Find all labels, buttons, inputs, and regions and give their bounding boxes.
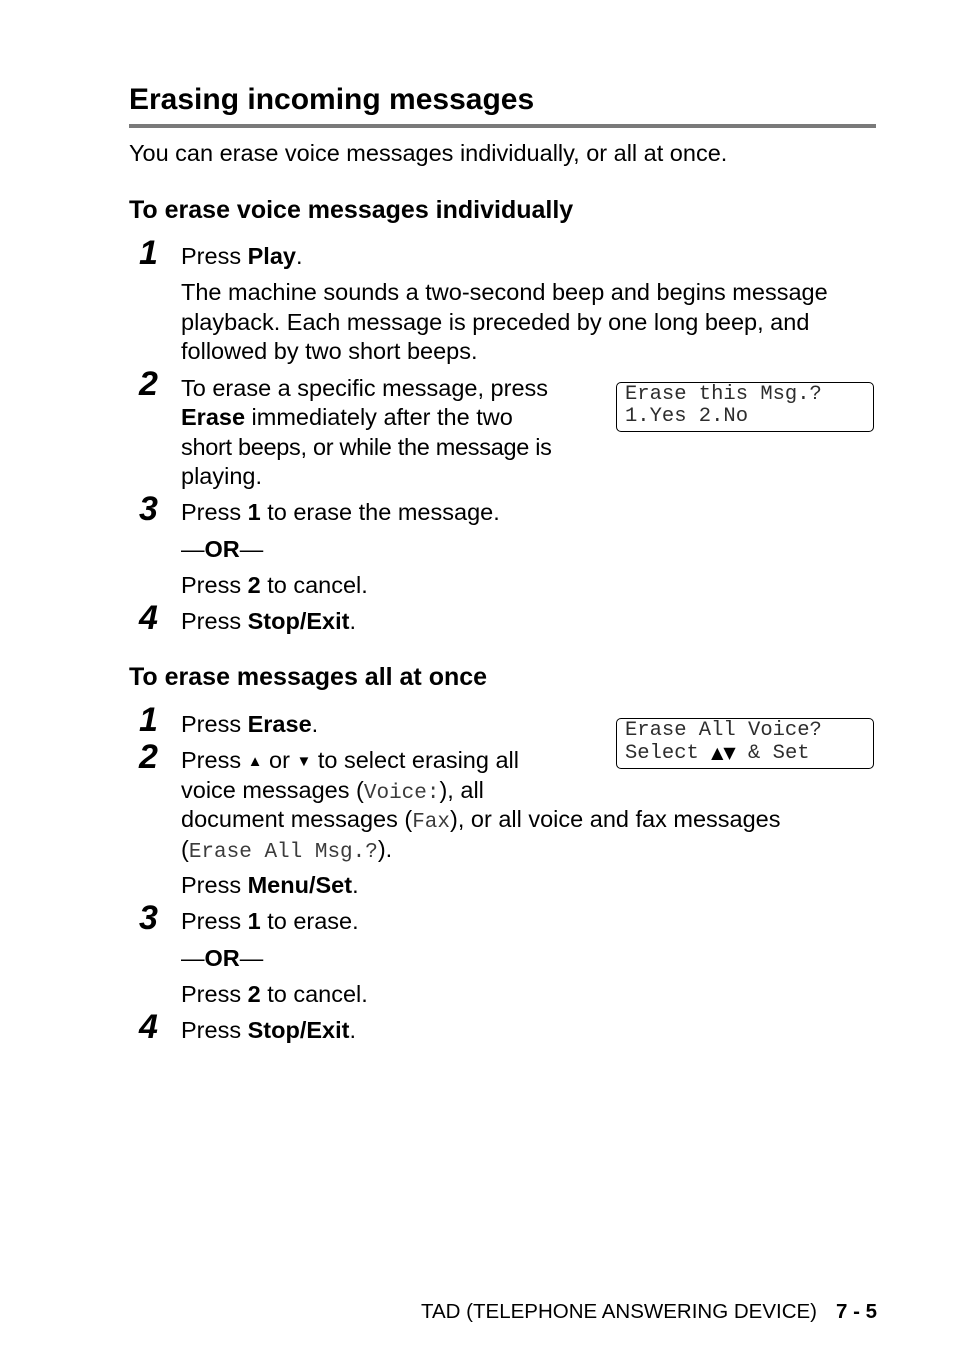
s1-step2-line: playing. [181, 463, 262, 489]
erase-key: Erase [247, 711, 312, 737]
intro-text: You can erase voice messages individually, or all at once. [129, 140, 728, 166]
up-arrow-icon: ▲ [247, 753, 263, 770]
s1-step1-number: 1 [139, 234, 158, 272]
s1-step2-line: short beeps, or while the message is [181, 434, 552, 460]
s2-step2-press-text: Press Menu/Set. [181, 872, 359, 898]
down-arrow-icon: ▼ [296, 753, 312, 770]
or-separator: —OR— [181, 945, 264, 971]
lcd-option-voice: Voice: [363, 782, 440, 805]
section2-heading: To erase messages all at once [129, 663, 488, 691]
s2-step2-line: (Erase All Msg.?). [181, 836, 393, 864]
section1-heading: To erase voice messages individually [129, 196, 574, 224]
s1-step2-line: To erase a specific message, press [181, 375, 549, 401]
s2-step3-text: Press 1 to erase. [181, 908, 359, 934]
s2-step4-number: 4 [139, 1008, 158, 1046]
s1-step1-desc-line: The machine sounds a two-second beep and begins message [181, 279, 828, 305]
s2-step3-alt-text: Press 2 to cancel. [181, 981, 368, 1007]
lcd-display-erase-all [616, 718, 874, 769]
page-number: 7 - 5 [836, 1300, 878, 1323]
s2-step3-number: 3 [139, 899, 158, 937]
up-down-arrows-icon: ▲▼ [711, 743, 736, 762]
title-rule [129, 124, 876, 128]
s1-step2-line: Erase immediately after the two [181, 404, 513, 430]
s2-step2-number: 2 [139, 738, 158, 776]
lcd-option-fax: Fax [412, 811, 451, 834]
s2-step2-line: voice messages (Voice:), all [181, 777, 484, 805]
lcd-line: Select ▲▼ & Set [625, 742, 810, 765]
footer-section-name: TAD (TELEPHONE ANSWERING DEVICE) [421, 1300, 818, 1323]
menu-set-key: Menu/Set [247, 872, 353, 898]
lcd-line: Erase this Msg.? [625, 383, 822, 406]
s1-step3-alt-text: Press 2 to cancel. [181, 572, 368, 598]
stop-exit-key: Stop/Exit [247, 1017, 350, 1043]
or-separator: —OR— [181, 536, 264, 562]
play-key: Play [247, 243, 296, 269]
s2-step4-text: Press Stop/Exit. [181, 1017, 356, 1043]
s1-step3-text: Press 1 to erase the message. [181, 499, 500, 525]
stop-exit-key: Stop/Exit [247, 608, 350, 634]
s2-step2-line: Press ▲ or ▼ to select erasing all [181, 747, 519, 773]
erase-key: Erase [181, 404, 246, 430]
lcd-option-erase-all: Erase All Msg.? [188, 841, 378, 864]
page-title: Erasing incoming messages [129, 83, 535, 116]
s1-step1-desc-line: playback. Each message is preceded by one long beep, and [181, 309, 810, 335]
s2-step1-text: Press Erase. [181, 711, 319, 737]
s1-step1-text: Press Play. [181, 243, 303, 269]
s2-step1-number: 1 [139, 701, 158, 739]
s1-step3-number: 3 [139, 490, 158, 528]
s1-step4-text: Press Stop/Exit. [181, 608, 356, 634]
lcd-display-erase-msg [616, 382, 874, 432]
s1-step1-desc-line: followed by two short beeps. [181, 338, 478, 364]
lcd-line: Erase All Voice? [625, 719, 822, 742]
s2-step2-line: document messages (Fax), or all voice and fax messages [181, 806, 781, 834]
s1-step4-number: 4 [139, 599, 158, 637]
s1-step2-number: 2 [139, 365, 158, 403]
lcd-line: 1.Yes 2.No [625, 405, 749, 428]
